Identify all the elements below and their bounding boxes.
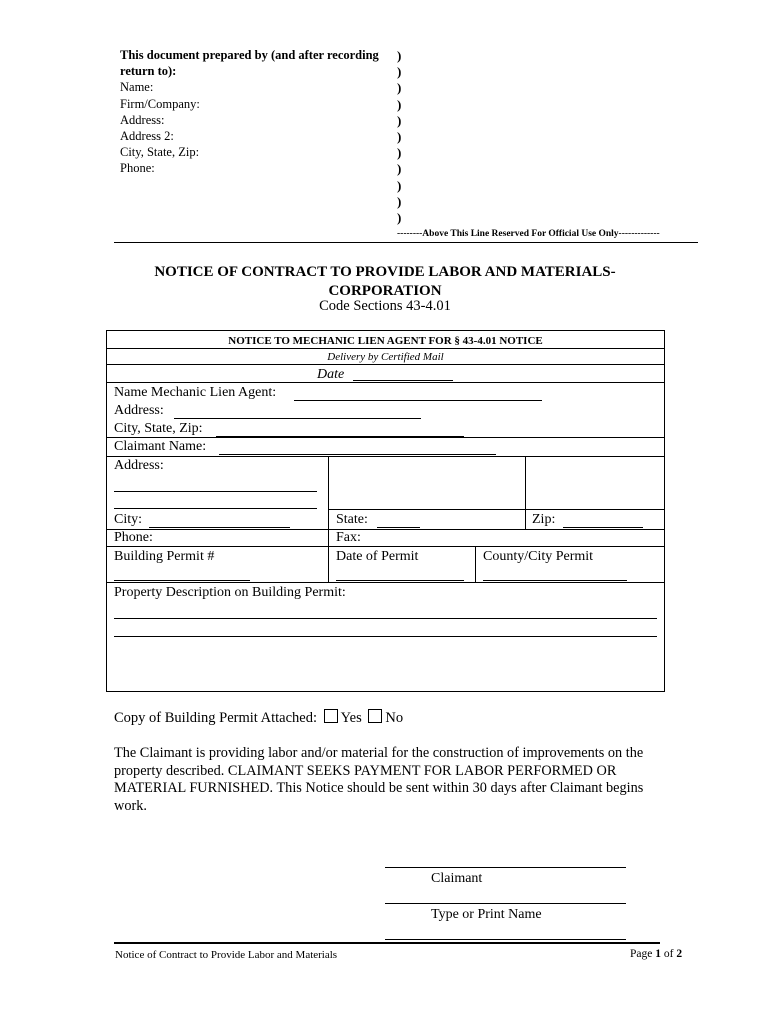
claimant-address-field-1[interactable] xyxy=(114,491,317,492)
city-field[interactable] xyxy=(149,527,290,528)
permit-attached-label: Copy of Building Permit Attached: xyxy=(114,710,317,726)
name-field-label: Name: xyxy=(120,80,154,95)
claimant-label: Claimant xyxy=(431,871,483,886)
fax-label: Fax: xyxy=(336,530,361,545)
date-of-permit-label: Date of Permit xyxy=(336,549,419,564)
county-city-permit-field[interactable] xyxy=(483,580,627,581)
building-permit-field[interactable] xyxy=(114,580,250,581)
prepared-by-line1: This document prepared by (and after recording xyxy=(120,48,379,62)
agent-city-state-zip-label: City, State, Zip: xyxy=(114,421,203,436)
page-word: Page xyxy=(630,948,653,960)
prepared-by-block xyxy=(120,47,390,177)
address2-field-label: Address 2: xyxy=(120,129,174,144)
print-name-label: Type or Print Name xyxy=(431,907,542,922)
property-description-line-2[interactable] xyxy=(114,636,657,637)
city-state-zip-field-label: City, State, Zip: xyxy=(120,145,200,160)
claimant-name-field[interactable] xyxy=(219,454,496,455)
claimant-address-label: Address: xyxy=(114,458,164,473)
yes-label: Yes xyxy=(340,710,362,726)
notice-heading: NOTICE TO MECHANIC LIEN AGENT FOR § 43-4.01 NOTICE xyxy=(228,335,543,347)
page-of: of xyxy=(663,948,674,960)
city-label: City: xyxy=(114,512,143,527)
address-field-label: Address: xyxy=(120,112,165,127)
claimant-address-field-2[interactable] xyxy=(114,508,317,509)
zip-field[interactable] xyxy=(563,527,643,528)
title-line2: CORPORATION xyxy=(328,283,442,299)
date-of-permit-field[interactable] xyxy=(336,580,464,581)
phone-field-label: Phone: xyxy=(120,161,155,176)
state-field[interactable] xyxy=(377,527,420,528)
prepared-by-line2: return to): xyxy=(120,64,177,79)
bracket-column: ) ) ) ) ) ) ) ) ) ) ) xyxy=(397,48,402,226)
phone-label: Phone: xyxy=(114,530,153,545)
footer-document-title: Notice of Contract to Provide Labor and Materials xyxy=(115,949,338,961)
lien-agent-field[interactable] xyxy=(294,400,542,401)
page-current: 1 xyxy=(655,948,661,960)
header-divider xyxy=(114,242,698,243)
property-description-line-1[interactable] xyxy=(114,618,657,619)
agent-address-field[interactable] xyxy=(174,418,421,419)
document-title xyxy=(110,263,660,301)
agent-address-label: Address: xyxy=(114,403,164,418)
code-sections: Code Sections 43-4.01 xyxy=(319,298,451,314)
yes-checkbox[interactable] xyxy=(324,709,338,723)
claimant-name-label: Claimant Name: xyxy=(114,439,207,454)
building-permit-label: Building Permit # xyxy=(114,549,215,564)
claimant-signature-line[interactable] xyxy=(385,867,626,868)
permit-attached-row xyxy=(114,709,403,727)
date-label: Date xyxy=(317,367,345,382)
lien-agent-label: Name Mechanic Lien Agent: xyxy=(114,385,277,400)
state-label: State: xyxy=(336,512,368,527)
date-field[interactable] xyxy=(353,380,453,381)
notice-form-box xyxy=(106,330,665,692)
no-checkbox[interactable] xyxy=(368,709,382,723)
zip-label: Zip: xyxy=(532,512,556,527)
no-label: No xyxy=(385,710,404,726)
firm-field-label: Firm/Company: xyxy=(120,96,200,111)
title-line1: NOTICE OF CONTRACT TO PROVIDE LABOR AND MATERIALS- xyxy=(154,264,616,280)
county-city-permit-label: County/City Permit xyxy=(483,549,594,564)
extra-signature-line[interactable] xyxy=(385,939,626,940)
page-total: 2 xyxy=(676,948,683,960)
claimant-statement: The Claimant is providing labor and/or material for the construction of improvements on the property described. CLAIMANT SEEKS PAYMENT FOR LABOR PERFORMED OR MATERIAL FURNISHED. This Notice should be sent within 30 days after Claimant begins work. xyxy=(114,745,644,814)
official-use-line: --------Above This Line Reserved For Official Use Only------------- xyxy=(397,229,660,239)
property-description-label: Property Description on Building Permit: xyxy=(114,585,346,600)
print-name-line[interactable] xyxy=(385,903,626,904)
page-number xyxy=(630,948,682,960)
delivery-method: Delivery by Certified Mail xyxy=(327,351,444,363)
footer-divider xyxy=(114,942,660,944)
